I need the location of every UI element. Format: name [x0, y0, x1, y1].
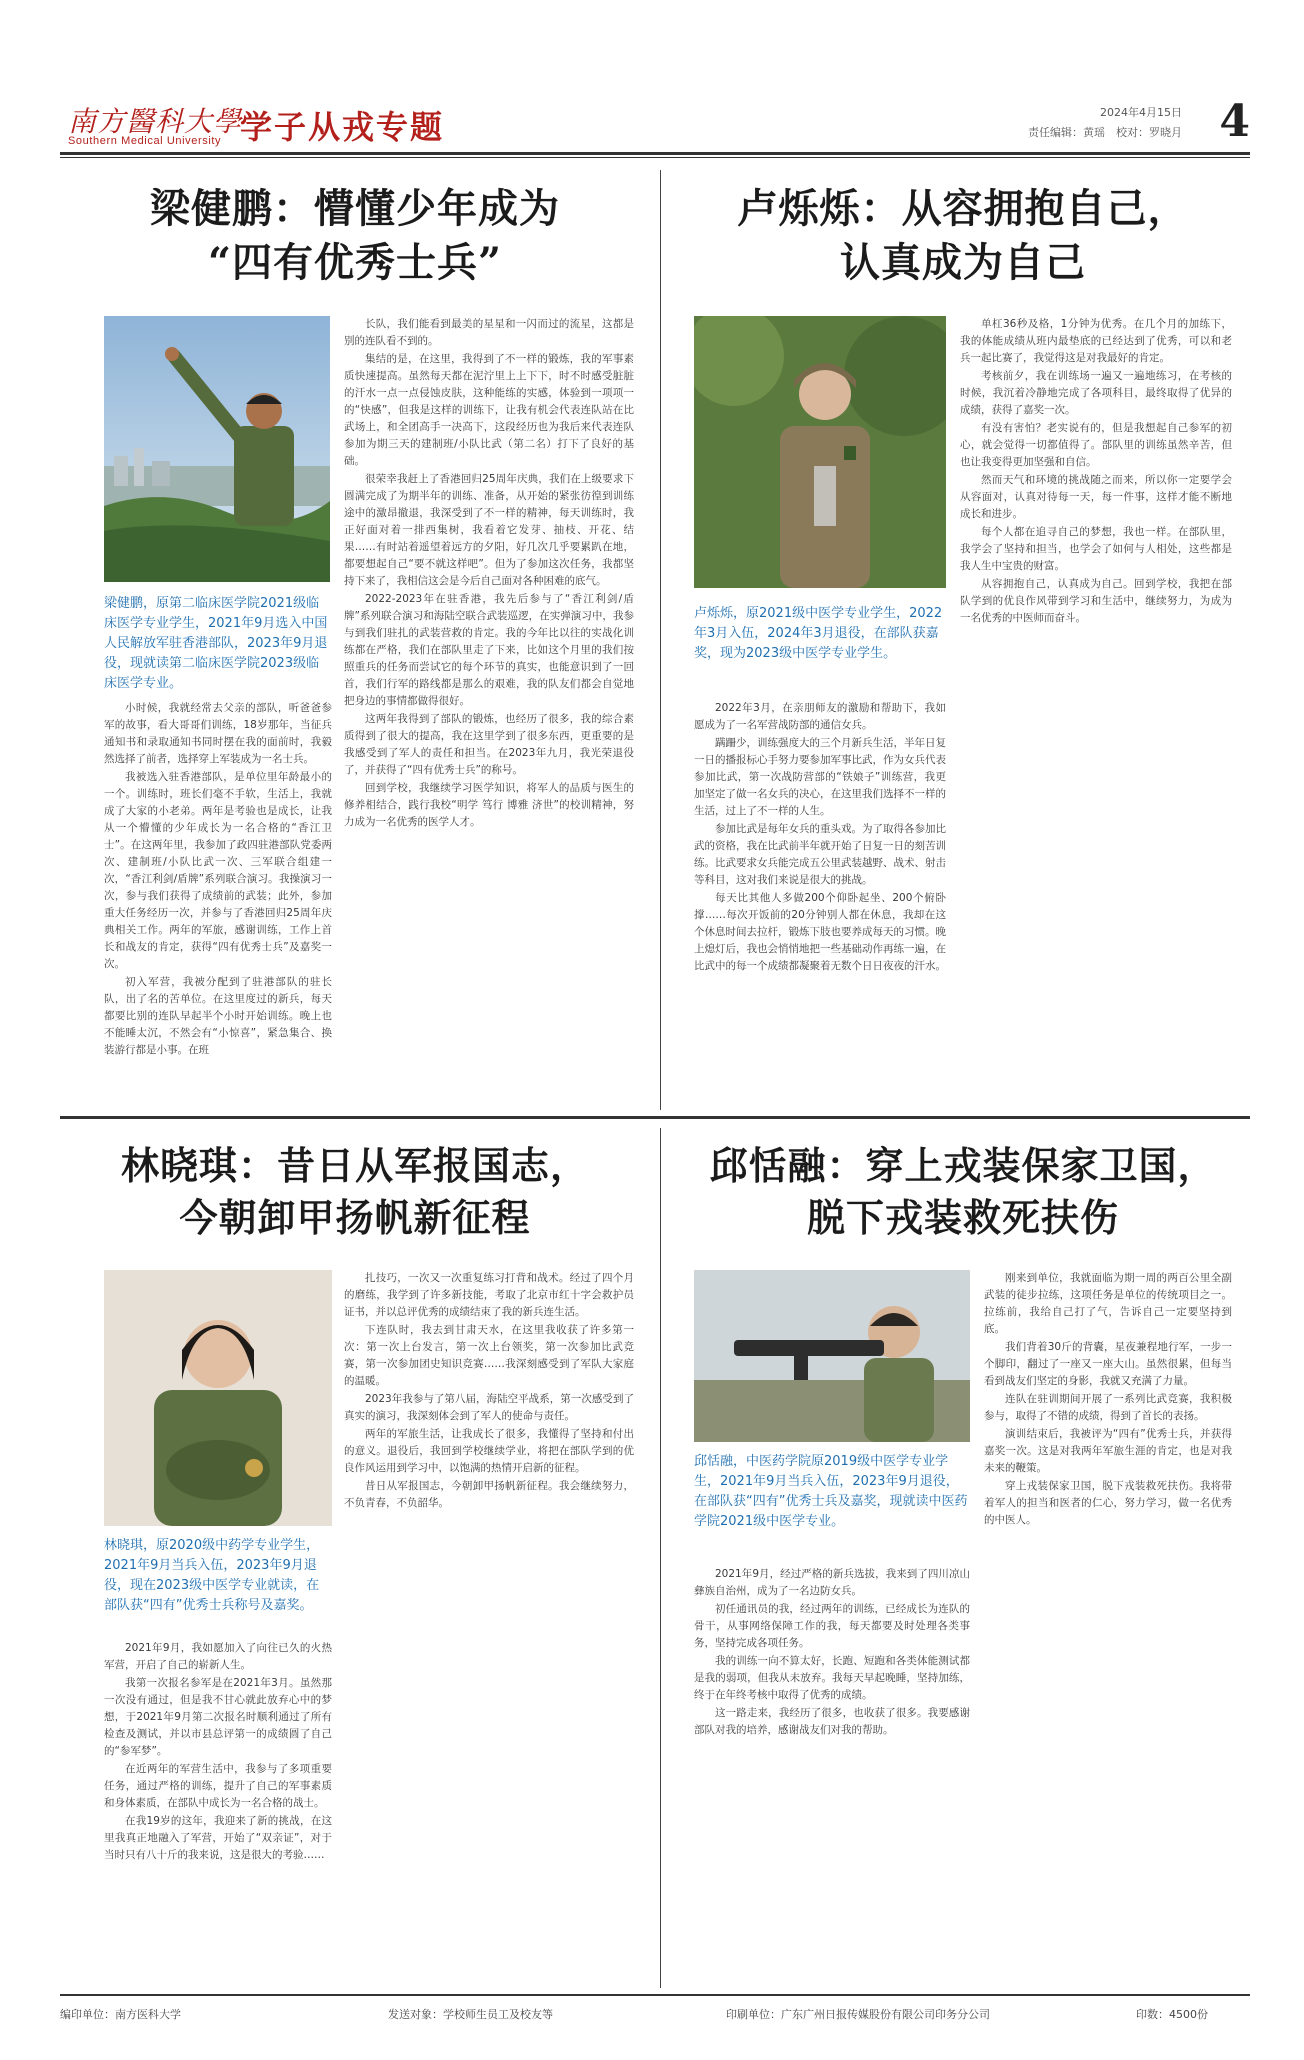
masthead [60, 96, 1250, 148]
section-divider [60, 1116, 1250, 1119]
headline-lu: 卢烁烁：从容拥抱自己， 认真成为自己 [737, 185, 1189, 286]
soldier-photo-lin [104, 1270, 332, 1526]
photo-qiu [694, 1270, 970, 1442]
body-lu-col1: 2022年3月，在亲朋师友的激励和帮助下，我如愿成为了一名军营战防部的通信女兵。 蹒跚少，训练强度大的三个月新兵生活，半年日复一日的播报标心手努力要参加军事比武，作为女兵代表参加比武，第一次战防营部的“铁娘子”训练营，我更加坚定了做一名女兵的决心，在这里我们选择不一样的生活，过上了不一样的人生。 参加比武是每年女兵的重头戏。为了取得各参加比武的资格，我在比武前半年就开始了日复一日的刻苦训练。比武要求女兵能完成五公里武装越野、战术、射击等科目，这对我们来说是很大的挑战。 每天比其他人多做200个仰卧起坐、200个俯卧撑……每次开饭前的20分钟别人都在休息，我却在这个休息时间去拉杆，锻炼下肢也要养成每天的习惯。晚上熄灯后，我也会悄悄地把一些基础动作再练一遍，在比武中的每一个成绩都凝聚着无数个日日夜夜的汗水。 [694, 702, 946, 972]
soldier-photo-qiu [694, 1270, 970, 1442]
university-logo: 南方醫科大學 [68, 105, 243, 138]
caption-liang: 梁健鹏，原第二临床医学院2021级临床医学专业学生，2021年9月选入中国人民解放军驻香港部队，2023年9月退役，现就读第二临床医学院2023级临床医学专业。 [104, 596, 328, 691]
footer-audience: 发送对象：学校师生员工及校友等 [388, 2008, 553, 2021]
body-lin-col2: 扎技巧，一次又一次重复练习打背和战术。经过了四个月的磨练，我学到了许多新技能，考取了北京市红十字会救护员证书，并以总评优秀的成绩结束了我的新兵连生活。 下连队时，我去到甘肃天水，在这里我收获了许多第一次：第一次上台发言，第一次上台领奖，第一次参加比武竞赛，第一次参加团史知识竞赛……我深刻感受到了军队大家庭的温暖。 2023年我参与了第八届，海陆空平战系，第一次感受到了真实的演习，我深刻体会到了军人的使命与责任。 两年的军旅生活，让我成长了很多，我懂得了坚持和付出的意义。退役后，我回到学校继续学业，将把在部队学到的优良作风运用到学习中，以饱满的热情开启新的征程。 昔日从军报国志，今朝卸甲扬帆新征程。我会继续努力，不负青春，不负韶华。 [344, 1272, 634, 1509]
column-divider-top [660, 170, 661, 1110]
photo-liang [104, 316, 330, 582]
soldier-photo-liang [104, 316, 330, 582]
soldier-photo-lu [694, 316, 946, 588]
caption-lu: 卢烁烁，原2021级中医学专业学生，2022年3月入伍，2024年3月退役，在部队获嘉奖，现为2023级中医学专业学生。 [694, 606, 943, 661]
column-divider-bottom [660, 1128, 661, 1988]
editor-credit: 责任编辑：黄瑶 校对：罗晓月 [1028, 126, 1182, 139]
footer-print-run: 印数：4500份 [1136, 2008, 1208, 2021]
caption-qiu: 邱恬融，中医药学院原2019级中医学专业学生，2021年9月当兵入伍，2023年9月退役，在部队获“四有”优秀士兵及嘉奖，现就读中医药学院2021级中医学专业。 [694, 1454, 968, 1529]
university-logo-en: Southern Medical University [68, 135, 222, 147]
body-qiu-col2: 刚来到单位，我就面临为期一周的两百公里全副武装的徒步拉练，这项任务是单位的传统项目之一。拉练前，我给自己打了气，告诉自己一定要坚持到底。 我们背着30斤的背囊，星夜兼程地行军，一步一个脚印，翻过了一座又一座大山。虽然很累，但每当看到战友们坚定的身影，我就又充满了力量。 连队在驻训期间开展了一系列比武竞赛，我积极参与，取得了不错的成绩，得到了首长的表扬。 演训结束后，我被评为“四有”优秀士兵，并获得嘉奖一次。这是对我两年军旅生涯的肯定，也是对我未来的鞭策。 穿上戎装保家卫国，脱下戎装救死扶伤。我将带着军人的担当和医者的仁心，努力学习，做一名优秀的中医人。 [984, 1272, 1232, 1526]
footer-publisher: 编印单位：南方医科大学 [60, 2008, 181, 2021]
section-title: 学子从戎专题 [240, 108, 445, 146]
headline-qiu: 邱恬融：穿上戎装保家卫国， 脱下戎装救死扶伤 [709, 1143, 1217, 1240]
issue-date: 2024年4月15日 [1100, 106, 1182, 119]
footer-rule [60, 1994, 1250, 1996]
body-liang-col2: 长队，我们能看到最美的星星和一闪而过的流星，这都是别的连队看不到的。 集结的是，在这里，我得到了不一样的锻炼，我的军事素质快速提高。虽然每天都在泥泞里上上下下，时不时感受脏脏的汗水一点一点侵蚀皮肤，这种能练的实感，体验到一项项一的“快感”，但我是这样的训练下，让我有机会代表连队站在比武场上，和全团高手一决高下，这段经历也为我后来代表连队参加为期三天的建制班/小队比武（第二名）打下了良好的基础。 很荣幸我赶上了香港回归25周年庆典，我们在上级要求下圆满完成了为期半年的训练、准备，从开始的紧张彷徨到训练途中的激昂撤退，我深受到了不一样的精神，每天训练时，我正好面对着一排西集树，我看着它发芽、抽枝、开花、结果……有时站着遥望着远方的夕阳，好几次几乎要累趴在地，都要想起自己“要不就这样吧”。但为了参加这次任务，我都坚持下来了，我相信这会是今后自己面对各种困难的底气。 2022-2023年在驻香港，我先后参与了“香江利剑/盾牌”系列联合演习和海陆空联合武装巡逻，在实弹演习中，我参与到我们驻扎的武装营救的肯定。我的今年比以往的实战化训练都在严格，我们在部队里走了下来，比如这个月里的我们按照重兵的任务而尝试它的每个环节的真实，也能意识到了一回首，我们行军的路线都是那么的艰难，我的队友们都会自觉地把身边的事情都做得很好。 这两年我得到了部队的锻炼，也经历了很多，我的综合素质得到了很大的提高，我在这里学到了很多东西，更重要的是我感受到了军人的责任和担当。在2023年九月，我光荣退役了，并获得了“四有优秀士兵”的称号。 回到学校，我继续学习医学知识，将军人的品质与医生的修养相结合，践行我校“明学 笃行 博雅 济世”的校训精神，努力成为一名优秀的医学人才。 [344, 318, 634, 828]
photo-lin [104, 1270, 332, 1526]
headline-lin: 林晓琪：昔日从军报国志， 今朝卸甲扬帆新征程 [120, 1143, 589, 1240]
page-number: 4 [1219, 96, 1250, 147]
header-rule-thin [60, 157, 1250, 158]
caption-lin: 林晓琪，原2020级中药学专业学生，2021年9月当兵入伍，2023年9月退役，现在2023级中医学专业就读，在部队获“四有”优秀士兵称号及嘉奖。 [104, 1538, 320, 1613]
body-lu-col2: 单杠36秒及格，1分钟为优秀。在几个月的加练下，我的体能成绩从班内最垫底的已经达到了优秀，可以和老兵一起比赛了，我觉得这是对我最好的肯定。 考核前夕，我在训练场一遍又一遍地练习，在考核的时候，我沉着冷静地完成了各项科目，最终取得了优异的成绩，获得了嘉奖一次。 有没有害怕？老实说有的，但是我想起自己参军的初心，就会觉得一切都值得了。部队里的训练虽然辛苦，但也让我变得更加坚强和自信。 然而天气和环境的挑战随之而来，所以你一定要学会从容面对，认真对待每一天，每一件事，这样才能不断地成长和进步。 每个人都在追寻自己的梦想，我也一样。在部队里，我学会了坚持和担当，也学会了如何与人相处，这些都是我人生中宝贵的财富。 从容拥抱自己，认真成为自己。回到学校，我把在部队学到的优良作风带到学习和生活中，继续努力，为成为一名优秀的中医师而奋斗。 [960, 318, 1232, 624]
header-rule [60, 152, 1250, 155]
headline-liang: 梁健鹏：懵懂少年成为 “四有优秀士兵” [150, 185, 560, 286]
body-liang-col1: 小时候，我就经常去父亲的部队，听爸爸参军的故事，看大哥哥们训练，18岁那年，当征兵通知书和录取通知书同时摆在我的面前时，我毅然选择了前者，选择穿上军装成为一名士兵。 我被选入驻香港部队，是单位里年龄最小的一个。训练时，班长们毫不手软，生活上，我就成了大家的小老弟。两年是考验也是成长，让我从一个懵懂的少年成长为一名合格的“香江卫士”。在这两年里，我参加了政四驻港部队党委两次、建制班/小队比武一次、三军联合组建一次，“香江利剑/盾牌”系列联合演习。我操演习一次，参与我们获得了成绩前的武装；此外，参加重大任务经历一次，并参与了香港回归25周年庆典相关工作。两年的军旅，感谢训练，工作上首长和战友的肯定，获得“四有优秀士兵”及嘉奖一次。 初入军营，我被分配到了驻港部队的驻长队，出了名的苦单位。在这里度过的新兵，每天都要比别的连队早起半个小时开始训练。晚上也不能睡太沉，不然会有“小惊喜”，紧急集合、换装游行都是小事。在班 [104, 702, 332, 1056]
photo-lu [694, 316, 946, 588]
body-lin-col1: 2021年9月，我如愿加入了向往已久的火热军营，开启了自己的崭新人生。 我第一次报名参军是在2021年3月。虽然那一次没有通过，但是我不甘心就此放弃心中的梦想，于2021年9月第二次报名时顺利通过了所有检查及测试，并以市县总评第一的成绩圆了自己的“参军梦”。 在近两年的军营生活中，我参与了多项重要任务，通过严格的训练，提升了自己的军事素质和身体素质，在部队中成长为一名合格的战士。 在我19岁的这年，我迎来了新的挑战，在这里我真正地融入了军营，开始了“双亲证”，对于当时只有八十斤的我来说，这是很大的考验…… [104, 1642, 332, 1861]
footer-printer: 印刷单位：广东广州日报传媒股份有限公司印务分公司 [726, 2008, 990, 2021]
body-qiu-col1: 2021年9月，经过严格的新兵选拔，我来到了四川凉山彝族自治州，成为了一名边防女兵。 初任通讯员的我，经过两年的训练，已经成长为连队的骨干，从事网络保障工作的我，每天都要及时处理各类事务，坚持完成各项任务。 我的训练一向不算太好，长跑、短跑和各类体能测试都是我的弱项，但我从未放弃。我每天早起晚睡，坚持加练，终于在年终考核中取得了优秀的成绩。 这一路走来，我经历了很多，也收获了很多。我要感谢部队对我的培养，感谢战友们对我的帮助。 [694, 1568, 970, 1736]
